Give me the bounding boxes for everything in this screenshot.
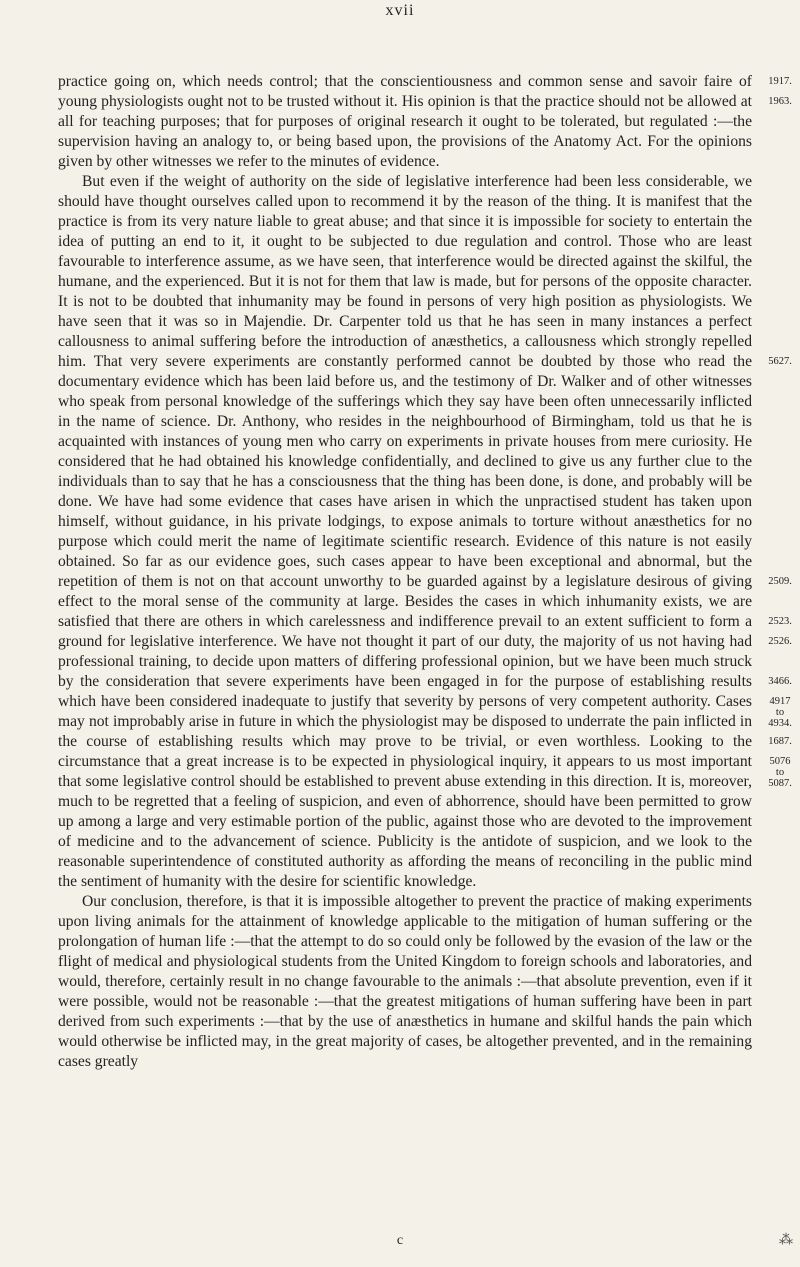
paragraph-3: Our conclusion, therefore, is that it is impossible altogether to prevent the practice of making experiments upon living animals for the attainment of knowledge applicable to the mitigation of human suffering or the prolongation of human life :—that the attempt to do so could only be followed by the evasion of the law or the flight of medical and physiological students from the United Kingdom to foreign schools and laboratories, and would, therefore, certainly result in no change favourable to the animals :—that absolute prevention, even if it were possible, would not be reasonable :—that the greatest mitigations of human suffering have been in part derived from such experiments :—that by the use of anæsthetics in humane and skilful hands the pain which would otherwise be inflicted may, in the great majority of cases, be altogether prevented, and in the remaining cases greatly <box>58 893 752 1070</box>
margin-ref-4934: 4934. <box>768 718 792 729</box>
margin-ref-2509: 2509. <box>768 576 792 587</box>
margin-ref-to-1: to <box>775 707 785 718</box>
margin-ref-5627: 5627. <box>768 356 792 367</box>
page-stain-mark: ⁂ <box>779 1233 793 1248</box>
margin-ref-1917: 1917. <box>768 76 792 87</box>
margin-ref-1963: 1963. <box>768 96 792 107</box>
margin-ref-4917: 4917 <box>769 696 791 707</box>
margin-ref-5087: 5087. <box>768 778 792 789</box>
margin-ref-5076: 5076 <box>769 756 791 767</box>
margin-ref-to-2: to <box>775 767 785 778</box>
margin-ref-1687: 1687. <box>768 736 792 747</box>
paragraph-1: practice going on, which needs control; that the conscientiousness and common sense and savoir faire of young physiologists ought not to be trusted without it. His opinion is that the practice should not be allowed at all for teaching purposes; that for purposes of original research it ought to be tolerated, but regulated :—the supervision having an analogy to, or being based upon, the provisions of the Anatomy Act. For the opinions given by other witnesses we refer to the minutes of evidence. <box>58 73 752 170</box>
signature-mark: c <box>396 1233 404 1248</box>
margin-ref-2526: 2526. <box>768 636 792 647</box>
report-body <box>58 72 752 1072</box>
page-number: xvii <box>385 2 415 19</box>
margin-ref-3466: 3466. <box>768 676 792 687</box>
margin-ref-2523: 2523. <box>768 616 792 627</box>
paragraph-2: But even if the weight of authority on the side of legislative interference had been less considerable, we should have thought ourselves called upon to recommend it by the reason of the thing. It is manifest that the practice is from its very nature liable to great abuse; and that since it is impossible for society to entertain the idea of putting an end to it, it ought to be subjected to due regulation and control. Those who are least favourable to interference assume, as we have seen, that interference would be directed against the skilful, the humane, and the experienced. But it is not for them that law is made, but for persons of the opposite character. It is not to be doubted that inhumanity may be found in persons of very high position as physiologists. We have seen that it was so in Majendie. Dr. Carpenter told us that he has seen in many instances a perfect callousness to animal suffering before the introduction of anæsthetics, a callousness which strongly repelled him. That very severe experiments are constantly performed cannot be doubted by those who read the documentary evidence which has been laid before us, and the testimony of Dr. Walker and of other witnesses who speak from personal knowledge of the sufferings which they say have been often unnecessarily inflicted in the name of science. Dr. Anthony, who resides in the neighbourhood of Birmingham, told us that he is acquainted with instances of young men who carry on experiments in private houses from mere curiosity. He considered that he had obtained his knowledge confidentially, and declined to give us any further clue to the individuals than to say that he has a consciousness that the thing has been done, is done, and probably will be done. We have had some evidence that cases have arisen in which the unpractised student has taken upon himself, without guidance, in his private lodgings, to expose animals to torture without anæsthetics for no purpose which could merit the name of legitimate scientific research. Evidence of this nature is not easily obtained. So far as our evidence goes, such cases appear to have been exceptional and abnormal, but the repetition of them is not on that account unworthy to be guarded against by a legislature desirous of giving effect to the moral sense of the community at large. Besides the cases in which inhumanity exists, we are satisfied that there are others in which carelessness and indifference prevail to an extent sufficient to form a ground for legislative interference. We have not thought it part of our duty, the majority of us not having had professional training, to decide upon matters of differing professional opinion, but we have been much struck by the consideration that severe experiments have been engaged in for the purpose of establishing results which have been considered inadequate to justify that severity by persons of very competent authority. Cases may not improbably arise in future in which the physiologist may be disposed to underrate the pain inflicted in the course of establishing results which may prove to be trivial, or even worthless. Looking to the circumstance that a great increase is to be expected in physiological inquiry, it appears to us most important that some legislative control should be established to prevent abuse extending in this direction. It is, moreover, much to be regretted that a feeling of suspicion, and even of abhorrence, should have been permitted to grow up among a large and very estimable portion of the public, against those who are devoted to the improvement of medicine and to the advancement of science. Publicity is the antidote of suspicion, and we look to the reasonable superintendence of constituted authority as affording the means of reconciling in the public mind the sentiment of humanity with the desire for scientific knowledge. <box>58 173 752 890</box>
